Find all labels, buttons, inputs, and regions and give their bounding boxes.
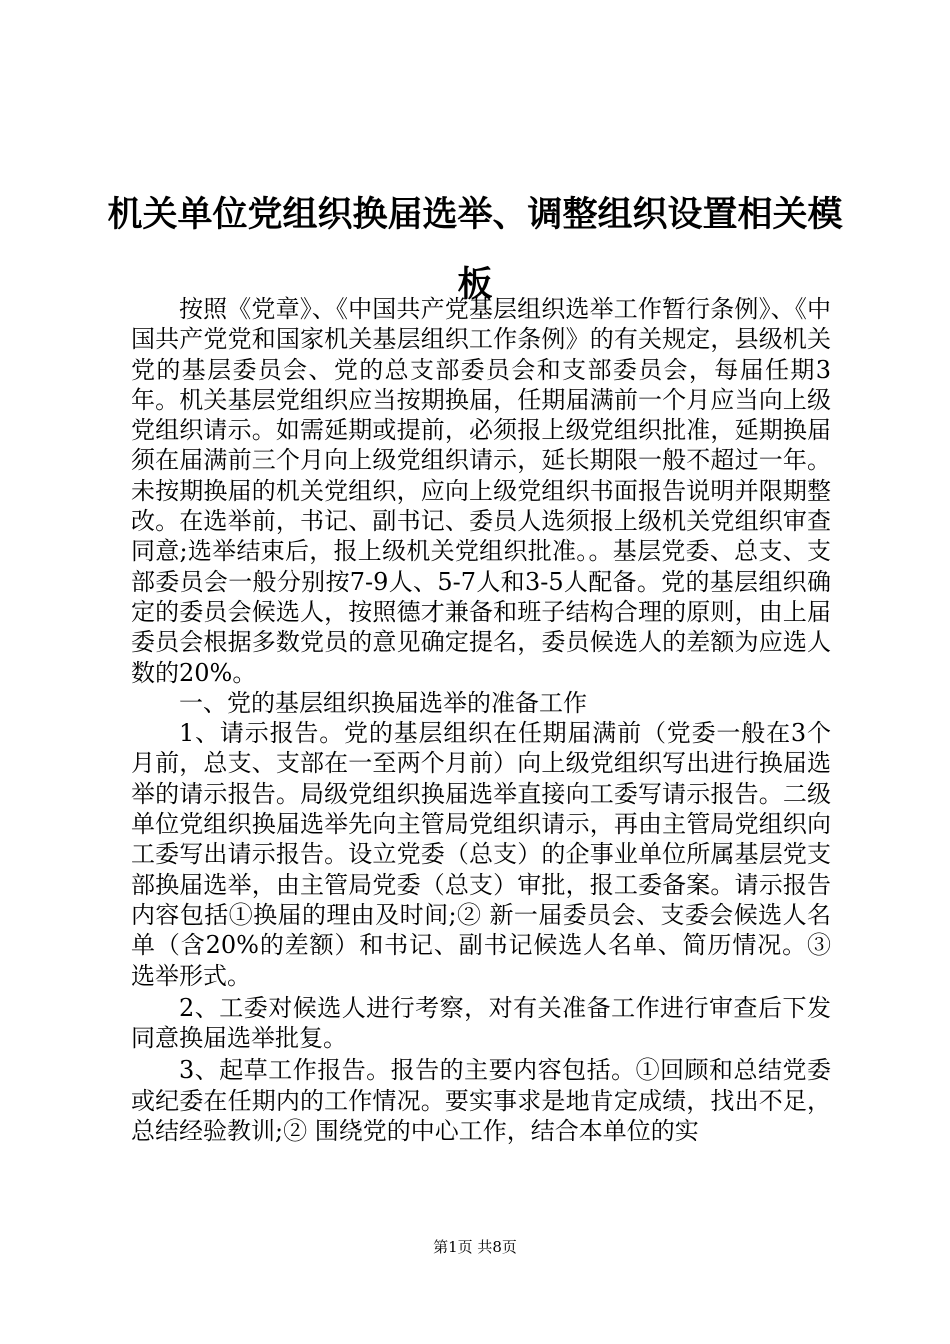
paragraph-intro: 按照《党章》、《中国共产党基层组织选举工作暂行条例》、《中国共产党党和国家机关基层组织工作条例》的有关规定，县级机关党的基层委员会、党的总支部委员会和支部委员会，每届任期3年。机关基层党组织应当按期换届，任期届满前一个月应当向上级党组织请示。如需延期或提前，必须报上级党组织批准，延期换届须在届满前三个月向上级党组织请示，延长期限一般不超过一年。未按期换届的机关党组织，应向上级党组织书面报告说明并限期整改。在选举前，书记、副书记、委员人选须报上级机关党组织审查同意;选举结束后，报上级机关党组织批准。。基层党委、总支、支部委员会一般分别按7-9人、5-7人和3-5人配备。党的基层组织确定的委员会候选人，按照德才兼备和班子结构合理的原则，由上届委员会根据多数党员的意见确定提名，委员候选人的差额为应选人数的20%。 <box>131 295 831 687</box>
paragraph-item-1: 1、请示报告。党的基层组织在任期届满前（党委一般在3个月前，总支、支部在一至两个月前）向上级党组织写出进行换届选举的请示报告。局级党组织换届选举直接向工委写请示报告。二级单位党组织换届选举先向主管局党组织请示，再由主管局党组织向工委写出请示报告。设立党委（总支）的企事业单位所属基层党支部换届选举，由主管局党委（总支）审批，报工委备案。请示报告内容包括①换届的理由及时间;② 新一届委员会、支委会候选人名单（含20%的差额）和书记、副书记候选人名单、简历情况。③选举形式。 <box>131 719 831 990</box>
document-body <box>131 294 831 1146</box>
section-heading: 一、党的基层组织换届选举的准备工作 <box>179 688 587 717</box>
paragraph-item-3: 3、起草工作报告。报告的主要内容包括。①回顾和总结党委或纪委在任期内的工作情况。要实事求是地肯定成绩，找出不足，总结经验教训;② 围绕党的中心工作，结合本单位的实 <box>131 1056 831 1146</box>
document-title: 机关单位党组织换届选举、调整组织设置相关模板 <box>107 195 843 305</box>
paragraph-item-2: 2、工委对候选人进行考察，对有关准备工作进行审查后下发同意换届选举批复。 <box>131 993 831 1053</box>
page-footer: 第1页 共8页 <box>433 1238 517 1256</box>
